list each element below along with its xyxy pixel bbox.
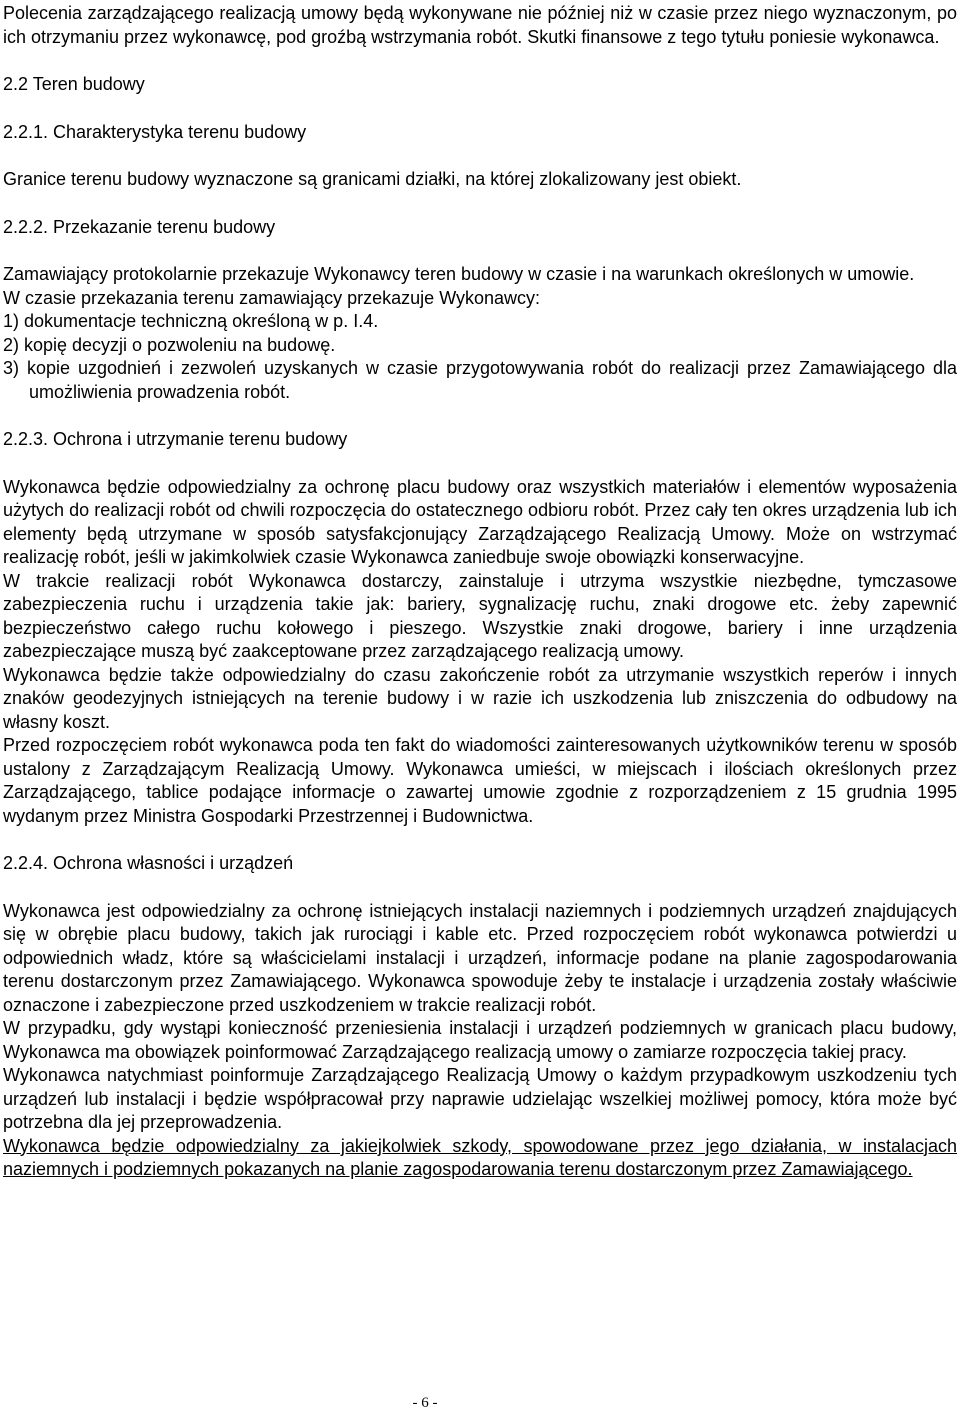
section-2-2-3-paragraph: Przed rozpoczęciem robót wykonawca poda ten fakt do wiadomości zainteresowanych użytkowników terenu w sposób ustalony z Zarządzającym Realizacją Umowy. Wykonawca umieści, w miejscach i ilościach określonych przez Zarządzającego, tablice podające informacje o zawartej umowie zgodnie z rozporządzeniem z 15 grudnia 1995 wydanym przez Ministra Gospodarki Przestrzennej i Budownictwa. bbox=[3, 735, 957, 826]
section-2-2-3-paragraph: Wykonawca będzie odpowiedzialny za ochronę placu budowy oraz wszystkich materiałów i elementów wyposażenia użytych do realizacji robót od chwili rozpoczęcia do ostatecznego odbioru robót. Przez cały ten okres urządzenia lub ich elementy będą utrzymane w sposób satysfakcjonujący Zarządzającego Realizacją Umowy. Może on wstrzymać realizację robót, jeśli w jakimkolwiek czasie Wykonawca zaniedbuje swoje obowiązki konserwacyjne. bbox=[3, 476, 957, 567]
document-body bbox=[3, 2, 957, 1182]
section-2-2-4-paragraph: Wykonawca natychmiast poinformuje Zarządzającego Realizacją Umowy o każdym przypadkowym uszkodzeniu tych urządzeń lub instalacji i będzie współpracował przy naprawie udzielając wszelkiej możliwej pomocy, która może być potrzebna dla jej przeprowadzenia. bbox=[3, 1065, 957, 1132]
section-2-2-1-paragraph: Granice terenu budowy wyznaczone są granicami działki, na której zlokalizowany jest obiekt. bbox=[3, 169, 742, 189]
list-item: 3) kopie uzgodnień i zezwoleń uzyskanych w czasie przygotowywania robót do realizacji przez Zamawiającego dla umożliwienia prowadzenia robót. bbox=[3, 358, 957, 402]
list-item: 1) dokumentacje techniczną określoną w p. I.4. bbox=[3, 311, 379, 331]
section-heading-2-2: 2.2 Teren budowy bbox=[3, 74, 145, 94]
section-2-2-4-paragraph: W przypadku, gdy wystąpi konieczność przeniesienia instalacji i urządzeń podziemnych w granicach placu budowy, Wykonawca ma obowiązek poinformować Zarządzającego realizacją umowy o zamiarze rozpoczęcia takiej pracy. bbox=[3, 1018, 957, 1062]
section-heading-2-2-2: 2.2.2. Przekazanie terenu budowy bbox=[3, 216, 276, 237]
section-heading-2-2-3: 2.2.3. Ochrona i utrzymanie terenu budowy bbox=[3, 429, 348, 449]
section-2-2-3-paragraph: Wykonawca będzie także odpowiedzialny do czasu zakończenie robót za utrzymanie wszystkich reperów i innych znaków geodezyjnych istniejących na terenie budowy i w razie ich uszkodzenia lub zniszczenia do odbudowy na własny koszt. bbox=[3, 664, 957, 732]
section-2-2-2-paragraph-1: Zamawiający protokolarnie przekazuje Wykonawcy teren budowy w czasie i na warunkach określonych w umowie. bbox=[3, 264, 915, 284]
section-heading-2-2-4: 2.2.4. Ochrona własności i urządzeń bbox=[3, 853, 294, 873]
page-number: - 6 - bbox=[412, 1395, 438, 1411]
section-2-2-4-underlined-paragraph: Wykonawca będzie odpowiedzialny za jakiejkolwiek szkody, spowodowane przez jego działania, w instalacjach naziemnych i podziemnych pokazanych na planie zagospodarowania terenu dostarczonym przez Zamawiającego. bbox=[3, 1135, 957, 1179]
list-item: 2) kopię decyzji o pozwoleniu na budowę. bbox=[3, 334, 336, 355]
intro-paragraph: Polecenia zarządzającego realizacją umowy będą wykonywane nie później niż w czasie przez niego wyznaczonym, po ich otrzymaniu przez wykonawcę, pod groźbą wstrzymania robót. Skutki finansowe z tego tytułu poniesie wykonawca. bbox=[3, 3, 957, 47]
section-2-2-2-paragraph-2: W czasie przekazania terenu zamawiający przekazuje Wykonawcy: bbox=[3, 287, 541, 308]
section-heading-2-2-1: 2.2.1. Charakterystyka terenu budowy bbox=[3, 121, 307, 142]
section-2-2-3-paragraph: W trakcie realizacji robót Wykonawca dostarczy, zainstaluje i utrzyma wszystkie niezbędne, tymczasowe zabezpieczenia ruchu i urządzenia takie jak: bariery, sygnalizację ruchu, znaki drogowe etc. żeby zapewnić bezpieczeństwo całego ruchu kołowego i pieszego. Wszystkie znaki drogowe, bariery i inne urządzenia zabezpieczające muszą być zaakceptowane przez zarządzającego realizacją umowy. bbox=[3, 570, 957, 661]
section-2-2-4-paragraph: Wykonawca jest odpowiedzialny za ochronę istniejących instalacji naziemnych i podziemnych urządzeń znajdujących się w obrębie placu budowy, takich jak rurociągi i kable etc. Przed rozpoczęciem robót wykonawca potwierdzi u odpowiednich władz, które są właścicielami instalacji i urządzeń, informacje podane na planie zagospodarowania terenu dostarczonym przez Zamawiającego. Wykonawca spowoduje żeby te instalacje i urządzenia zostały właściwie oznaczone i zabezpieczone przed uszkodzeniem w trakcie realizacji robót. bbox=[3, 900, 957, 1015]
